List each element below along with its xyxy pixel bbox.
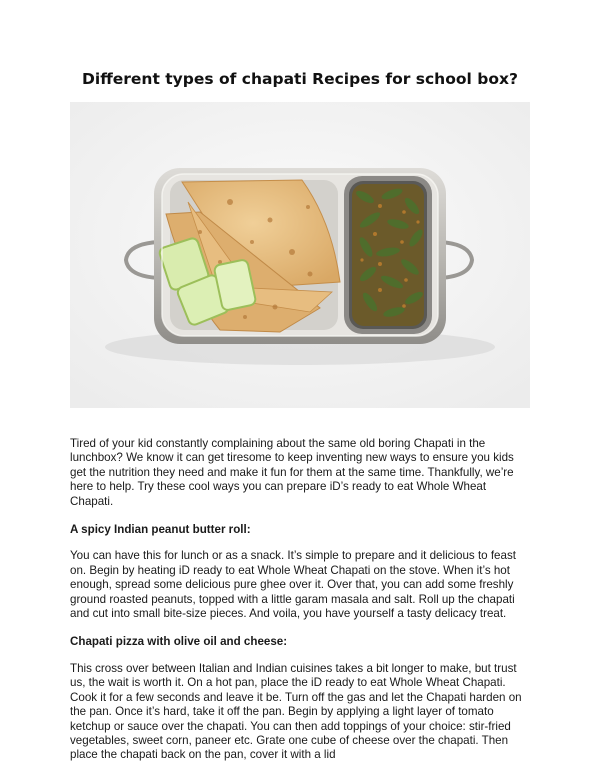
lunchbox-icon <box>70 102 530 408</box>
intro-paragraph: Tired of your kid constantly complaining about the same old boring Chapati in the lunchbox? We know it can get tiresome to keep inventing new ways to ensure you kids get the nutrition they need and make it fun for them at the same time. Thankfully, we’re here to help. Try these cool ways you can prepare iD’s ready to eat Whole Wheat Chapati. <box>70 437 514 508</box>
article-body <box>70 437 530 763</box>
lunchbox-photo <box>70 102 530 408</box>
section-paragraph: This cross over between Italian and Indian cuisines takes a bit longer to make, but trust us, the wait is worth it. On a hot pan, place the iD ready to eat Whole Wheat Chapati. Cook it for a few seconds and leave it be. Turn off the gas and let the Chapati harden on the pan. Once it’s hard, take it off the pan. Begin by applying a light layer of tomato ketchup or sauce over the chapati. You can then add toppings of your choice: stir-fried vegetables, sweet corn, paneer etc. Grate one cube of cheese over the chapati. Then place the chapati back on the pan, cover it with a lid <box>70 661 522 762</box>
section-heading: Chapati pizza with olive oil and cheese: <box>70 635 288 649</box>
page-title: Different types of chapati Recipes for school box? <box>82 70 518 88</box>
section-paragraph: You can have this for lunch or as a snack. It’s simple to prepare and it delicious to feast on. Begin by heating iD ready to eat Whole Wheat Chapati on the stove. When it’s hot enough, spread some delicious pure ghee over it. Over that, you can add some freshly ground roasted peanuts, topped with a little garam masala and salt. Roll up the chapati and cut into small bite-size pieces. And voila, you have yourself a tasty delicacy treat. <box>70 549 516 621</box>
section-heading: A spicy Indian peanut butter roll: <box>70 523 251 537</box>
